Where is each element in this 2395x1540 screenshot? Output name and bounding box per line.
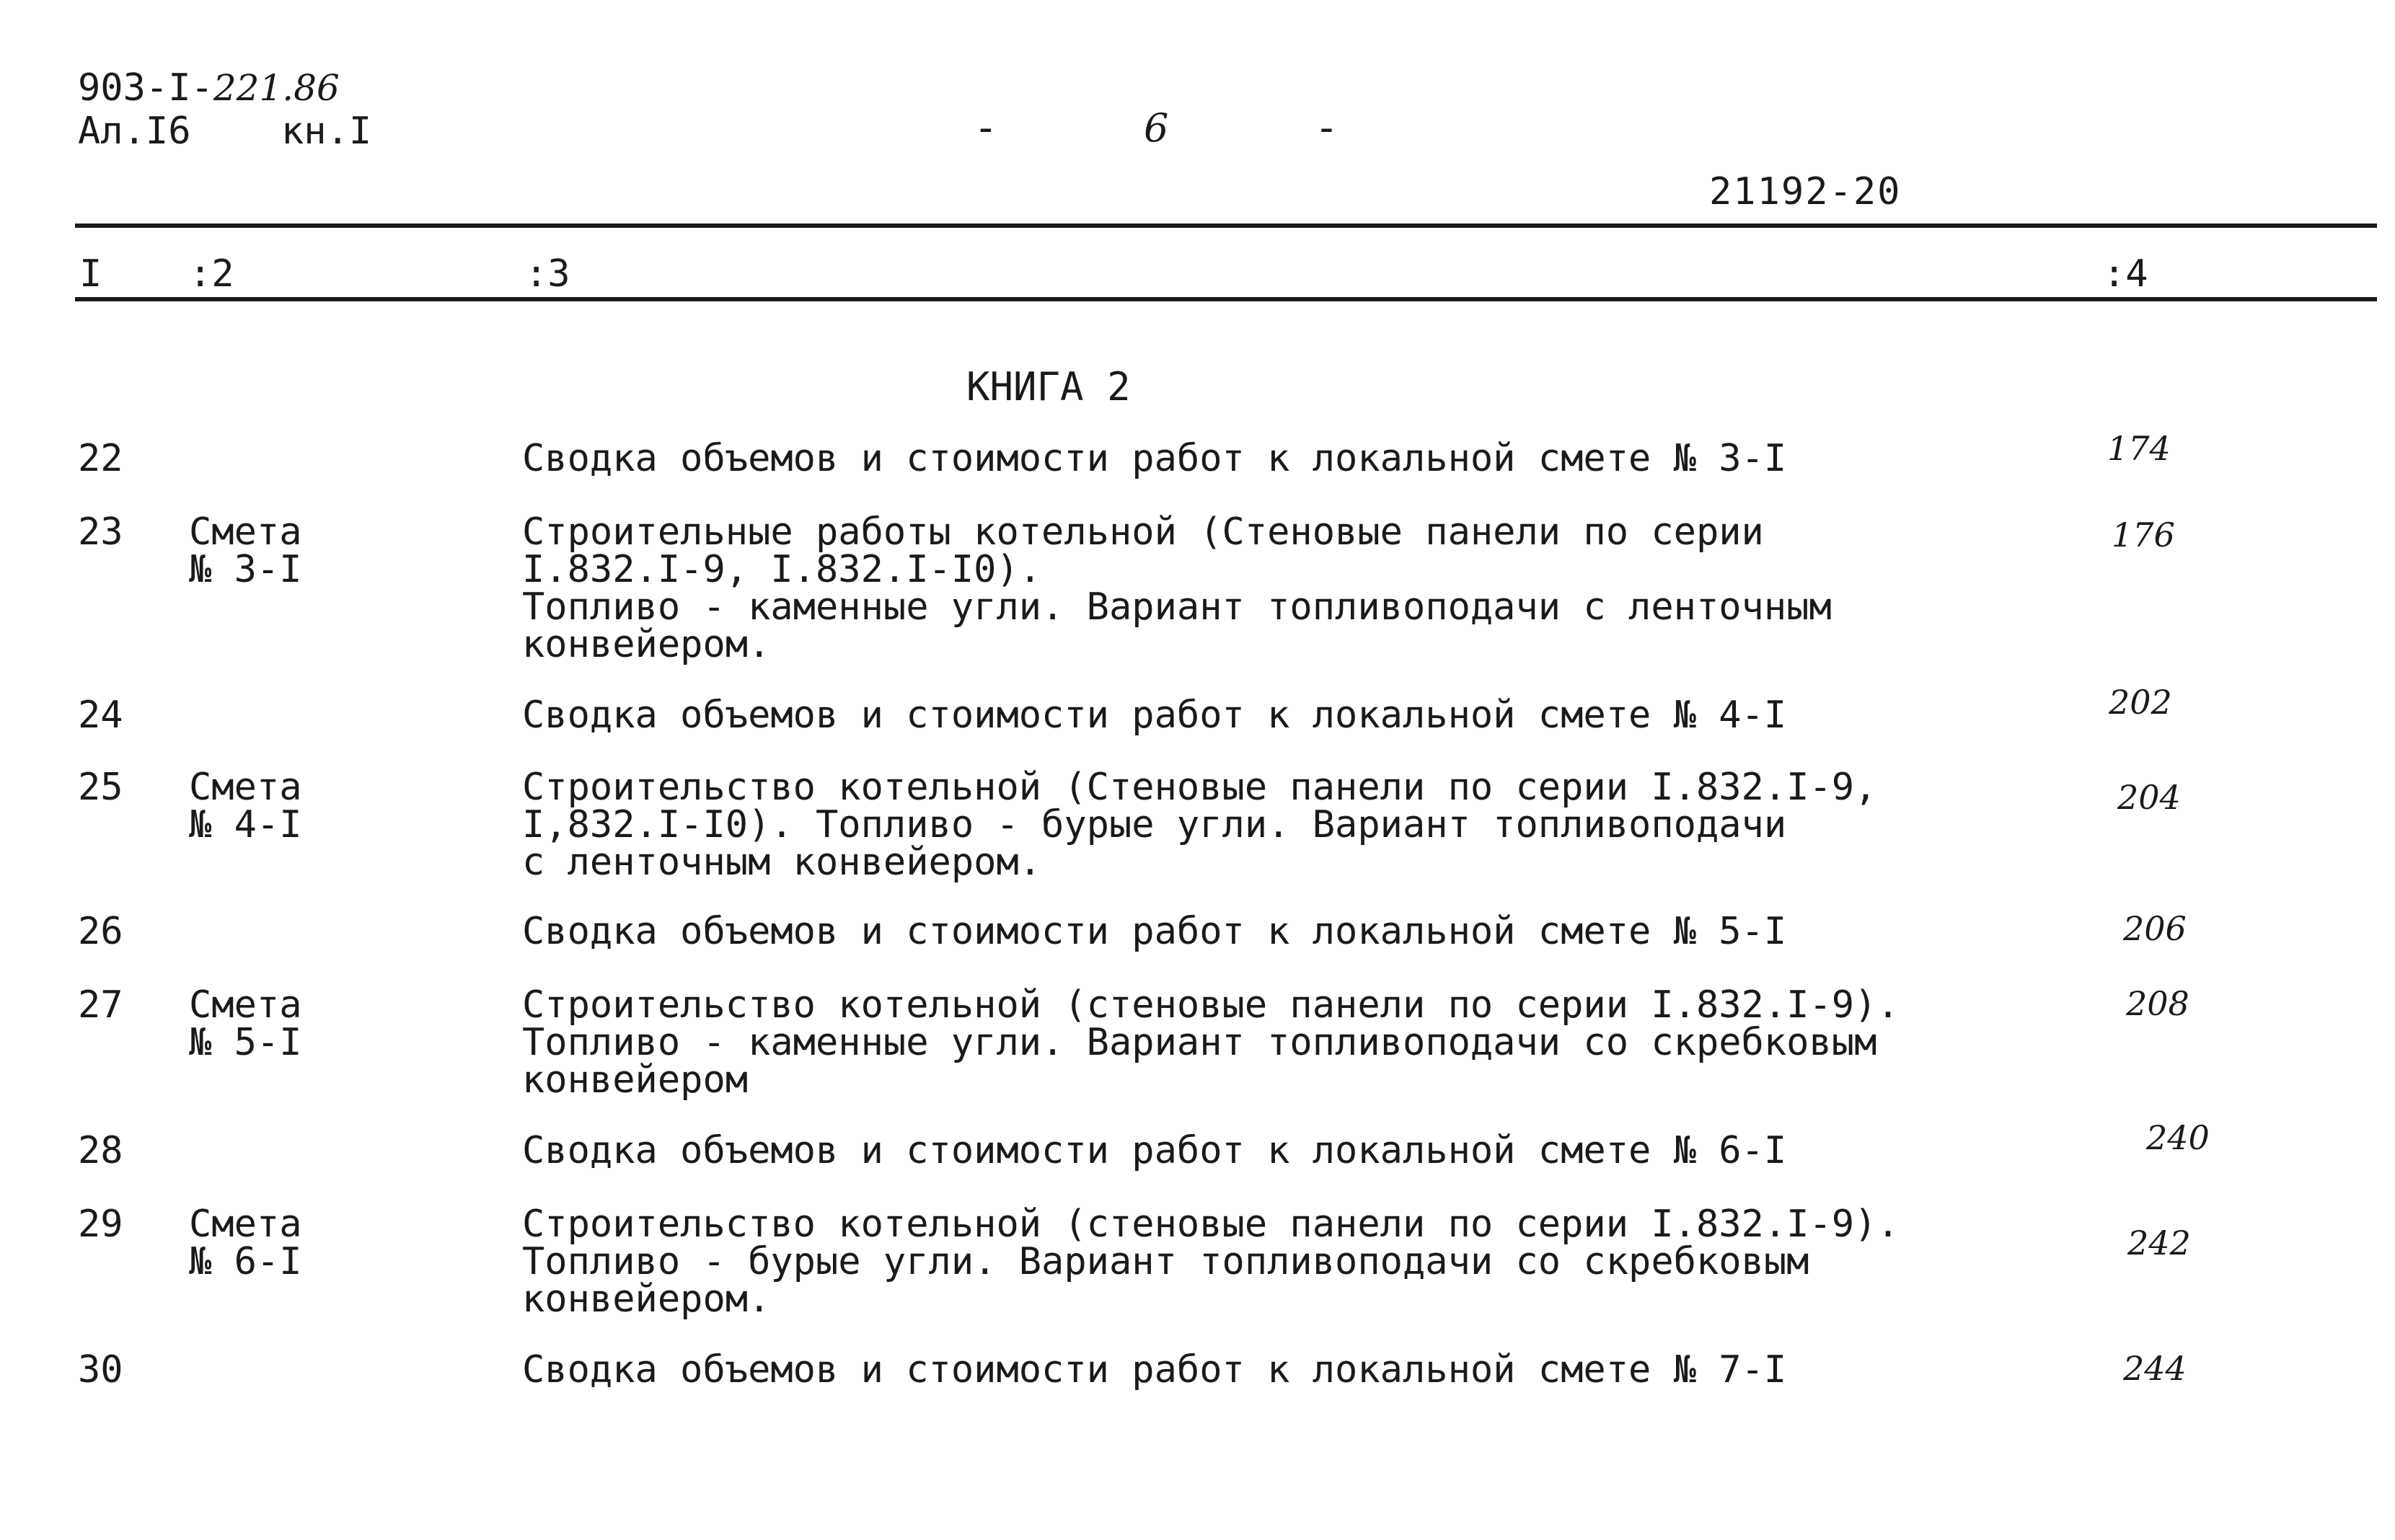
entry-number: 22 xyxy=(78,437,123,480)
column-header-3: :3 xyxy=(525,252,570,296)
column-header-2: :2 xyxy=(189,252,234,296)
registration-number: 21192-20 xyxy=(1709,170,1902,213)
entry-page: 240 xyxy=(2146,1118,2210,1157)
page-number xyxy=(974,107,1338,150)
album-number: Ал.I6 xyxy=(78,110,191,153)
entry-number: 26 xyxy=(78,910,123,953)
document-code-handwritten: 221.86 xyxy=(213,67,340,109)
document-code xyxy=(78,68,340,108)
page-number-value: 6 xyxy=(1144,105,1169,151)
entry-number: 28 xyxy=(78,1129,123,1172)
entry-page: 174 xyxy=(2107,429,2171,468)
entry-number: 30 xyxy=(78,1348,123,1391)
entry-title: Сводка объемов и стоимости работ к локальной смете № 4-I xyxy=(522,694,1787,737)
document-code-printed: 903-I- xyxy=(78,66,213,110)
entry-title: Сводка объемов и стоимости работ к локальной смете № 7-I xyxy=(522,1348,1787,1391)
entry-number: 27 xyxy=(78,983,123,1027)
entry-reference: Смета № 3-I xyxy=(189,510,302,591)
section-title: КНИГА 2 xyxy=(966,364,1131,410)
entry-page: 208 xyxy=(2126,984,2189,1023)
entry-title: Сводка объемов и стоимости работ к локальной смете № 5-I xyxy=(522,910,1787,953)
entry-title: Сводка объемов и стоимости работ к локальной смете № 6-I xyxy=(522,1129,1787,1172)
column-header-1: I xyxy=(79,252,102,296)
entry-title: Сводка объемов и стоимости работ к локальной смете № 3-I xyxy=(522,437,1787,480)
entry-reference: Смета № 5-I xyxy=(189,983,302,1064)
entry-page: 242 xyxy=(2127,1223,2191,1262)
entry-reference: Смета № 4-I xyxy=(189,766,302,846)
header-rule-bottom xyxy=(75,297,2377,301)
entry-title: Строительство котельной (Стеновые панели по серии I.832.I-9, I,832.I-I0). Топливо - бурые угли. Вариант топливоподачи с ленточным конвейером. xyxy=(522,766,1877,884)
book-number: кн.I xyxy=(281,110,372,153)
page-number-dash-left: - xyxy=(974,105,998,151)
entry-page: 176 xyxy=(2112,515,2175,554)
page-number-dash-right: - xyxy=(1314,105,1339,151)
header-rule-top xyxy=(75,224,2377,228)
entry-page: 244 xyxy=(2123,1349,2187,1388)
entry-number: 29 xyxy=(78,1203,123,1246)
entry-reference: Смета № 6-I xyxy=(189,1203,302,1283)
entry-page: 204 xyxy=(2117,778,2181,817)
entry-page: 202 xyxy=(2109,683,2172,722)
entry-number: 23 xyxy=(78,510,123,554)
column-header-4: :4 xyxy=(2103,252,2148,296)
entry-title: Строительство котельной (стеновые панели по серии I.832.I-9). Топливо - бурые угли. Вариант топливоподачи со скребковым конвейером. xyxy=(522,1203,1900,1321)
entry-title: Строительство котельной (стеновые панели по серии I.832.I-9). Топливо - каменные угли. Вариант топливоподачи со скребковым конвейером xyxy=(522,983,1900,1102)
entry-number: 24 xyxy=(78,694,123,737)
entry-page: 206 xyxy=(2123,909,2187,948)
entry-number: 25 xyxy=(78,766,123,809)
entry-title: Строительные работы котельной (Стеновые панели по серии I.832.I-9, I.832.I-I0). Топливо - каменные угли. Вариант топливоподачи с ленточным конвейером. xyxy=(522,510,1832,666)
